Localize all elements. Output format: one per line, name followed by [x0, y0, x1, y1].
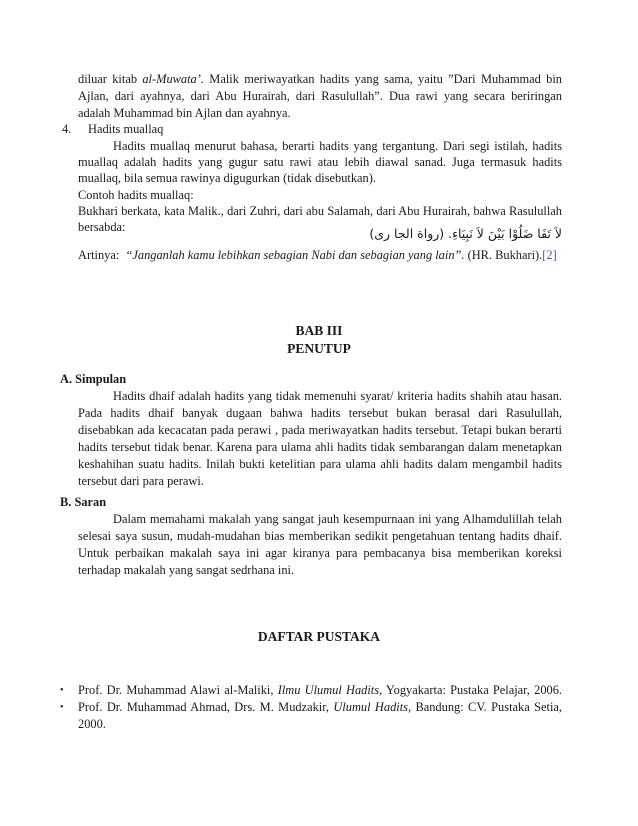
- bullet-icon: •: [60, 685, 64, 696]
- item-title: Hadits muallaq: [88, 122, 164, 136]
- paragraph-line: keshahihan suatu hadits. Inilah bukti ketelitian para ulama ahli hadits dalam mengambil hadits: [78, 457, 562, 471]
- paragraph-line: muallaq adalah hadits yang gugur satu rawi atau lebih diawal sanad. Juga termasuk hadits: [78, 155, 562, 169]
- bullet-icon: •: [60, 702, 64, 713]
- bibliography-title: DAFTAR PUSTAKA: [257, 629, 381, 644]
- paragraph-line: adalah Muhammad bin Ajlan dan ayahnya.: [78, 106, 291, 120]
- paragraph-line: Hadits muallaq menurut bahasa, berarti hadits yang tergantung. Dari segi istilah, hadits: [113, 139, 562, 153]
- paragraph-line: tersebut dari para perawi.: [78, 474, 204, 488]
- bibliography-entry: Prof. Dr. Muhammad Ahmad, Drs. M. Mudzakir, Ulumul Hadits, Bandung: CV. Pustaka Setia,: [78, 700, 562, 714]
- bibliography-entry: Prof. Dr. Muhammad Alawi al-Maliki, Ilmu Ulumul Hadits, Yogyakarta: Pustaka Pelajar, 2006.: [78, 683, 563, 697]
- paragraph-line: Contoh hadits muallaq:: [78, 188, 194, 202]
- paragraph-line: muallaq, bila semua rawinya digugurkan (tidak disebutkan).: [78, 171, 376, 185]
- chapter-title: BAB III: [295, 323, 343, 338]
- paragraph-line: Dalam memahami makalah yang sangat jauh kesempurnaan ini yang Alhamdulillah telah: [113, 512, 562, 526]
- paragraph-line: Pada hadits dhaif banyak dugaan bahwa hadits tersebut bukan berasal dari Rasulullah,: [78, 406, 562, 420]
- arabic-hadith-text: لاَ تَفَا ضَلُوْا بَيْنَ لاَ نَبِيَاءِ. (رواة الجا رى): [369, 226, 562, 241]
- paragraph-line: bersabda:: [78, 220, 126, 234]
- section-heading-saran: B. Saran: [60, 495, 107, 509]
- paragraph-line: Untuk perbaikan makalah saya ini agar kiranya para pembacanya bisa memberikan koreksi: [78, 546, 562, 560]
- paragraph-line: Hadits dhaif adalah hadits yang tidak memenuhi syarat/ kriteria hadits shahih atau hasan.: [113, 389, 562, 403]
- footnote-ref-link[interactable]: [2]: [542, 248, 557, 262]
- paragraph-line: terhadap makalah yang sangat sedrhana ini.: [78, 563, 295, 577]
- list-number: 4.: [62, 122, 72, 136]
- paragraph-line: Bukhari berkata, kata Malik., dari Zuhri, dari abu Salamah, dari Abu Hurairah, bahwa Rasulullah: [78, 204, 562, 218]
- paragraph-line: selesai saya susun, mudah-mudahan bias memberikan sedikit pengetahuan tentang hadits dhaif.: [78, 529, 562, 543]
- paragraph-line: disebabkan ada kecacatan pada perawi , pada meriwayatkan hadits tersebut. Tetapi bukan berarti: [78, 423, 562, 437]
- bibliography-entry-continuation: 2000.: [78, 717, 106, 731]
- paragraph-line: diluar kitab al-Muwata’. Malik meriwayatkan hadits yang sama, yaitu ”Dari Muhammad bin: [78, 72, 563, 86]
- translation-line: Artinya: “Janganlah kamu lebihkan sebagian Nabi dan sebagian yang lain”. (HR. Bukhari).[2]: [78, 248, 557, 262]
- paragraph-line: hadits tersebut tidak benar. Karena para ulama ahli hadits tidak sembarangan dalam menetapkan: [78, 440, 562, 454]
- section-heading-simpulan: A. Simpulan: [60, 372, 127, 386]
- paragraph-line: Ajlan, dari ayahnya, dari Abu Hurairah, dari Rasulullah”. Dua rawi yang secara beriringan: [78, 89, 562, 103]
- chapter-subtitle: PENUTUP: [287, 341, 351, 356]
